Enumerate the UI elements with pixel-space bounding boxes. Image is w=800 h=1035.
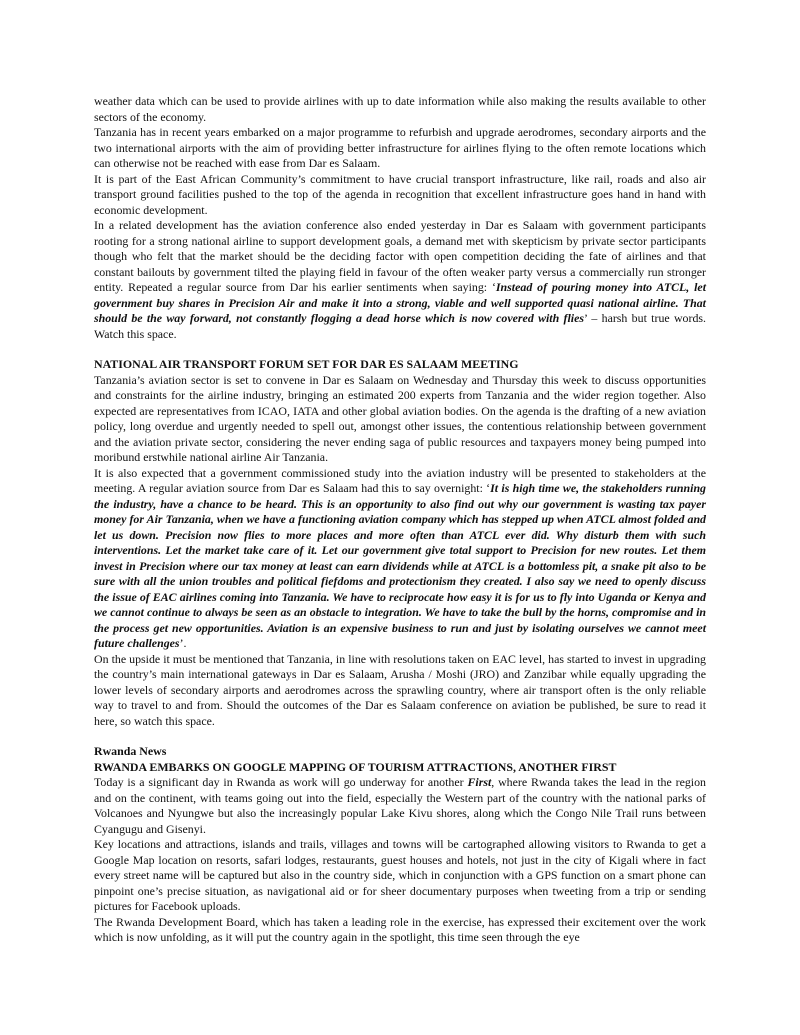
- paragraph-text: Today is a significant day in Rwanda as work will go underway for another: [94, 775, 468, 789]
- paragraph-text: ’ – harsh but true words. Watch this space.: [94, 311, 707, 341]
- paragraph: Key locations and attractions, islands and trails, villages and towns will be cartographed allowing visitors to Rwanda to get a Google Map location on resorts, safari lodges, restaurants, guest houses and hotels, not just in the city of Kigali where in fact every street name will be captured but also in the country side, which in conjunction with a GPS function on a smart phone can pinpoint one’s precise situation, as navigational aid or for sheer documentary purposes when tweeting from a trip or sending pictures for Facebook uploads.: [94, 837, 706, 913]
- emphasis: First: [467, 775, 492, 789]
- spacer: [94, 729, 706, 744]
- paragraph: It is part of the East African Community’s commitment to have crucial transport infrastructure, like rail, roads and also air transport ground facilities pushed to the top of the agenda in recognition that excellent infrastructure goes hand in hand with economic development.: [94, 171, 706, 217]
- paragraph: [94, 466, 706, 652]
- section-heading: Rwanda News: [94, 744, 167, 758]
- paragraph-text: , where Rwanda takes the lead in the region and on the continent, with teams going out into the field, especially the Western part of the country with the national parks of Volcanoes and Nyungwe but also the increasingly popular Lake Kivu shores, along which the Congo Nile Trail runs between Cyangugu and Gisenyi.: [94, 775, 706, 836]
- paragraph: weather data which can be used to provide airlines with up to date information while also making the results available to other sectors of the economy.: [94, 94, 706, 124]
- paragraph-text: ’.: [179, 636, 187, 650]
- paragraph-text: In a related development has the aviation conference also ended yesterday in Dar es Salaam with government participants rooting for a strong national airline to support development goals, a demand met with skepticism by private sector participants though who felt that the market should be the deciding factor with open competition deciding the fate of airlines and that constant bailouts by government tilted the playing field in favour of the often weaker party versus a commercially run stronger entity. Repeated a regular source from Dar his earlier sentiments when saying: ‘: [94, 218, 706, 294]
- paragraph: The Rwanda Development Board, which has taken a leading role in the exercise, has expressed their excitement over the work which is now unfolding, as it will put the country again in the spotlight, this time seen through the eye: [94, 914, 706, 944]
- paragraph: Tanzania’s aviation sector is set to convene in Dar es Salaam on Wednesday and Thursday this week to discuss opportunities and constraints for the airline industry, bringing an estimated 200 experts from Tanzania and the wider region together. Also expected are representatives from ICAO, IATA and other global aviation bodies. On the agenda is the drafting of a new aviation policy, long overdue and urgently needed to spell out, amongst other issues, the contentious relationship between government and the aviation private sector, considering the never ending saga of public resources and taxpayers money being pumped into moribund erstwhile national airline Air Tanzania.: [94, 372, 706, 464]
- spacer: [94, 342, 706, 357]
- paragraph: [94, 775, 706, 837]
- quote-emphasis: It is high time we, the stakeholders running the industry, have a chance to be heard. This is an opportunity to also find out why our government is wasting tax payer money for Air Tanzania, when we have a functioning aviation company which has stepped up when ATCL almost folded and let us down. Precision now flies to more places and more often than ATCL ever did. Why disturb them with such interventions. Let the market take care of it. Let our government give total support to Precision for new routes. Let them invest in Precision where our tax money at least can earn dividends while at ATCL is a bottomless pit, a snake pit also to be sure with all the union troubles and political fiefdoms and protectionism they created. I also say we need to openly discuss the issue of EAC airlines coming into Tanzania. We have to reciprocate how easy it is for us to fly into Uganda or Kenya and we cannot continue to always be seen as an obstacle to integration. We have to take the bull by the horns, compromise and in the process get new opportunities. Aviation is an expensive business to run and just by isolating ourselves we cannot meet future challenges: [94, 481, 707, 650]
- quote-emphasis: Instead of pouring money into ATCL, let government buy shares in Precision Air and make it into a strong, viable and well supported quasi national airline. That should be the way forward, not constantly flogging a dead horse which is now covered with flies: [94, 280, 706, 325]
- paragraph-text: It is also expected that a government commissioned study into the aviation industry will be presented to stakeholders at the meeting. A regular aviation source from Dar es Salaam had this to say overnight: ‘: [94, 465, 706, 495]
- paragraph: Tanzania has in recent years embarked on a major programme to refurbish and upgrade aerodromes, secondary airports and the two international airports with the aim of providing better infrastructure for airlines flying to the often remote locations which can otherwise not be reached with ease from Dar es Salaam.: [94, 125, 706, 170]
- paragraph: On the upside it must be mentioned that Tanzania, in line with resolutions taken on EAC level, has started to invest in upgrading the country’s main international gateways in Dar es Salaam, Arusha / Moshi (JRO) and Zanzibar while equally upgrading the lower levels of secondary airports and aerodromes across the sprawling country, where air transport often is the only reliable way to travel to and from. Should the outcomes of the Dar es Salaam conference on aviation be published, be sure to read it here, so watch this space.: [94, 651, 706, 728]
- document-page: [94, 94, 706, 946]
- article-heading: NATIONAL AIR TRANSPORT FORUM SET FOR DAR ES SALAAM MEETING: [94, 357, 519, 371]
- paragraph: [94, 218, 706, 342]
- article-heading: RWANDA EMBARKS ON GOOGLE MAPPING OF TOURISM ATTRACTIONS, ANOTHER FIRST: [94, 759, 617, 774]
